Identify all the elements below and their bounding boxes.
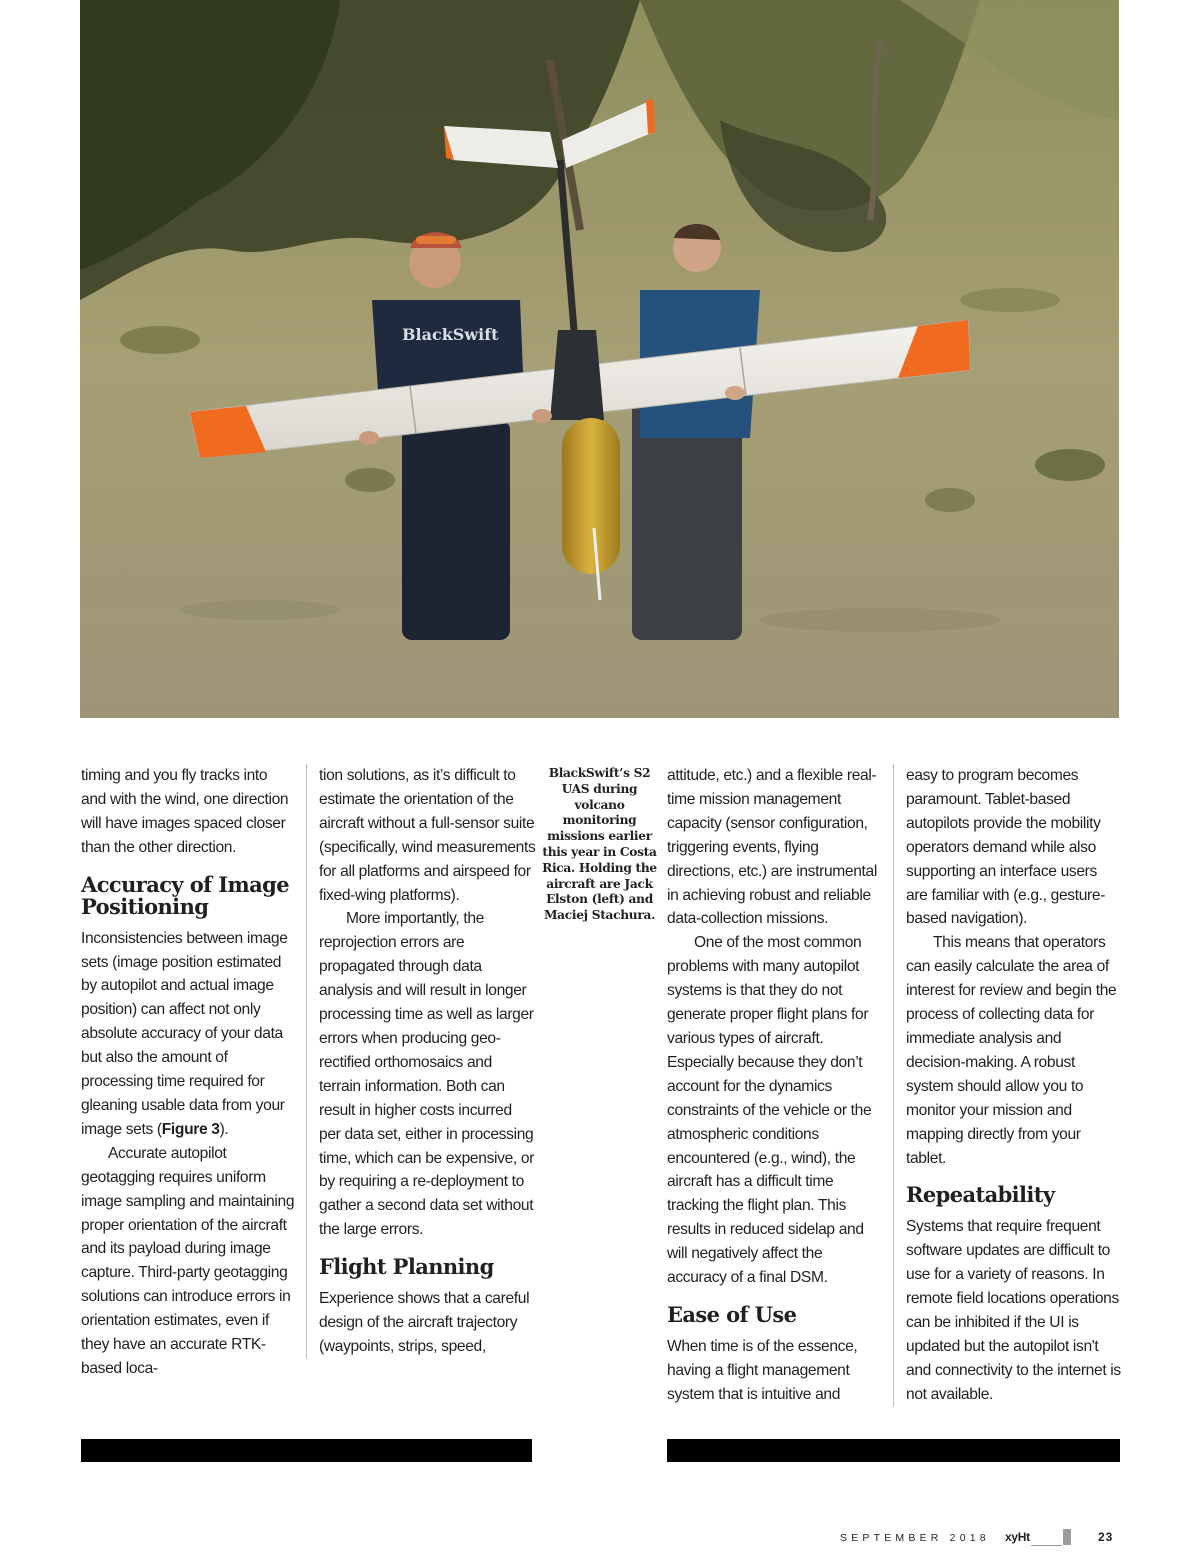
paragraph (81, 927, 295, 1142)
redaction-bar-right (667, 1439, 1120, 1462)
hero-photo (80, 0, 1119, 718)
paragraph: When time is of the essence, having a flight management system that is intuitive and (667, 1337, 858, 1403)
paragraph: More importantly, the reprojection errors are propagated through data analysis and will result in longer processing time as well as larger errors when producing geo-rectified orthomosaics and terrain information. Both can result in higher costs incurred per data set, either in processing time, which can be expensive, or by requiring a re-deployment to gather a second data set without the large errors. (319, 910, 535, 1239)
footer-issue-date: SEPTEMBER 2018 (840, 1532, 990, 1544)
paragraph: One of the most common problems with many autopilot systems is that they do not generate proper flight plans for various types of aircraft. Especially because they don’t account for the dynamics constraints of the vehicle or the atmospheric conditions encountered (e.g., wind), the aircraft has a difficult time tracking the flight plan. This results in reduced sidelap and will negatively affect the accuracy of a final DSM. (667, 934, 872, 1287)
footer-separator-block (1063, 1529, 1071, 1545)
section-heading-repeatability: Repeatability (906, 1182, 1055, 1208)
text-column-1 (81, 764, 295, 1381)
text-column-4 (893, 764, 1122, 1407)
page-number: 23 (1098, 1530, 1114, 1544)
photo-caption: BlackSwift’s S2 UAS during volcano monitoring missions earlier this year in Costa Rica. Holding the aircraft are Jack Elston (left) and Maciej Stachura. (542, 766, 657, 923)
paragraph: timing and you fly tracks into and with the wind, one direction will have images spaced closer than the other direction. (81, 767, 289, 856)
paragraph: Experience shows that a careful design of the aircraft trajectory (waypoints, strips, speed, (319, 1290, 530, 1355)
svg-text:BlackSwift: BlackSwift (402, 325, 499, 344)
paragraph: attitude, etc.) and a flexible real-time mission management capacity (sensor configuration, triggering events, flying directions, etc.) are instrumental in achieving robust and reliable data-collection missions. (667, 767, 877, 928)
redaction-bar-left (81, 1439, 532, 1462)
paragraph: tion solutions, as it’s difficult to estimate the orientation of the aircraft without a full-sensor suite (specifically, wind measurements for all platforms and airspeed for fixed-wing platforms). (319, 767, 536, 904)
paragraph: Accurate autopilot geotagging requires uniform image sampling and maintaining proper orientation of the aircraft and its payload during image capture. Third-party geotagging solutions can introduce errors in orientation estimates, even if they have an accurate RTK-based loca- (81, 1144, 295, 1377)
paragraph: Systems that require frequent software updates are difficult to use for a variety of reasons. In remote field locations operations can be inhibited if the UI is updated but the autopilot isn't and connectivity to the internet is not available. (906, 1218, 1121, 1403)
text-column-2 (306, 764, 537, 1359)
footer-brand: xyHt (1005, 1530, 1030, 1544)
section-heading-flight-planning: Flight Planning (319, 1254, 494, 1280)
paragraph-text: Inconsistencies between image sets (image position estimated by autopilot and actual image position) can affect not only absolute accuracy of your data but also the amount of processing time required for gleaning usable data from your image sets ( (81, 929, 288, 1138)
footer-rule (1031, 1545, 1062, 1546)
paragraph-text: ). (219, 1120, 229, 1138)
section-heading-ease-of-use: Ease of Use (667, 1301, 797, 1327)
uas-photo-illustration (80, 0, 1119, 718)
text-column-3 (667, 764, 883, 1407)
paragraph: This means that operators can easily calculate the area of interest for review and begin the process of collecting data for immediate analysis and decision-making. A robust system should allow you to monitor your mission and mapping directly from your tablet. (906, 934, 1117, 1167)
section-heading-accuracy: Accuracy of Image Positioning (81, 871, 289, 919)
figure-reference: Figure 3 (161, 1120, 220, 1138)
paragraph: easy to program becomes paramount. Tablet-based autopilots provide the mobility operators demand while also supporting an interface users are familiar with (e.g., gesture-based navigation). (906, 767, 1106, 928)
